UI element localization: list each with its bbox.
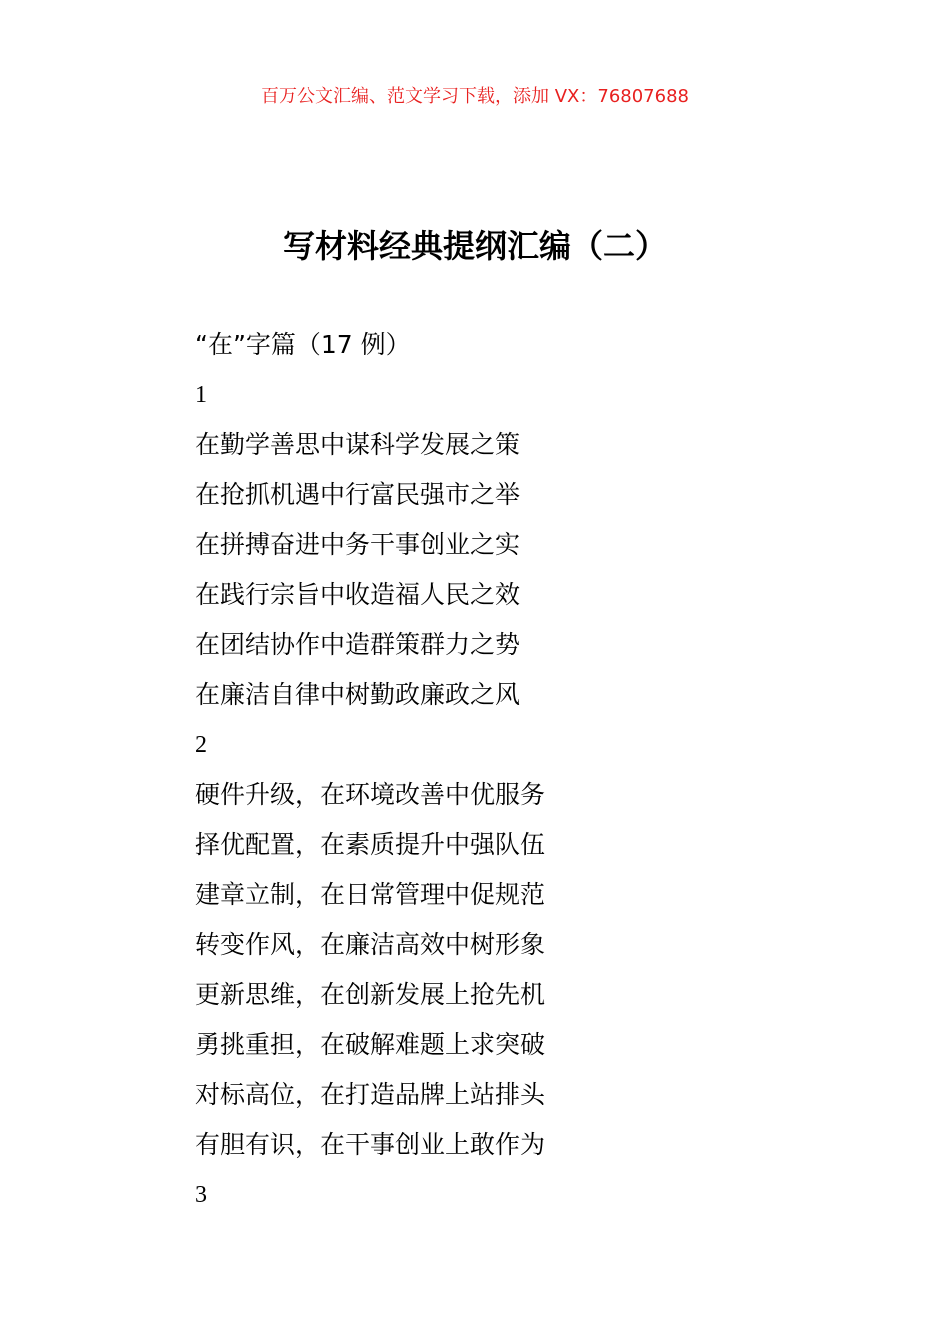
outline-line: 在廉洁自律中树勤政廉政之风	[195, 680, 521, 709]
outline-line: 硬件升级，在环境改善中优服务	[195, 780, 546, 809]
outline-line: 对标高位，在打造品牌上站排头	[195, 1080, 546, 1109]
outline-line: 有胆有识，在干事创业上敢作为	[195, 1130, 546, 1159]
outline-line: 择优配置，在素质提升中强队伍	[195, 830, 546, 859]
section-heading: “在”字篇（17 例）	[195, 330, 411, 359]
outline-line: 更新思维，在创新发展上抢先机	[195, 980, 546, 1009]
group-number: 2	[195, 732, 207, 758]
outline-line: 在拼搏奋进中务干事创业之实	[195, 530, 521, 559]
outline-line: 勇挑重担，在破解难题上求突破	[195, 1030, 546, 1059]
promo-banner: 百万公文汇编、范文学习下载，添加 VX：76807688	[261, 86, 689, 107]
outline-line: 在团结协作中造群策群力之势	[195, 630, 521, 659]
document-title: 写材料经典提纲汇编（二）	[282, 227, 667, 265]
group-number: 1	[195, 382, 207, 408]
outline-line: 在勤学善思中谋科学发展之策	[195, 430, 521, 459]
group-number: 3	[195, 1182, 207, 1208]
outline-line: 转变作风，在廉洁高效中树形象	[195, 930, 546, 959]
outline-line: 在抢抓机遇中行富民强市之举	[195, 480, 521, 509]
outline-line: 建章立制，在日常管理中促规范	[195, 880, 546, 909]
outline-line: 在践行宗旨中收造福人民之效	[195, 580, 521, 609]
document-body	[195, 320, 815, 1220]
